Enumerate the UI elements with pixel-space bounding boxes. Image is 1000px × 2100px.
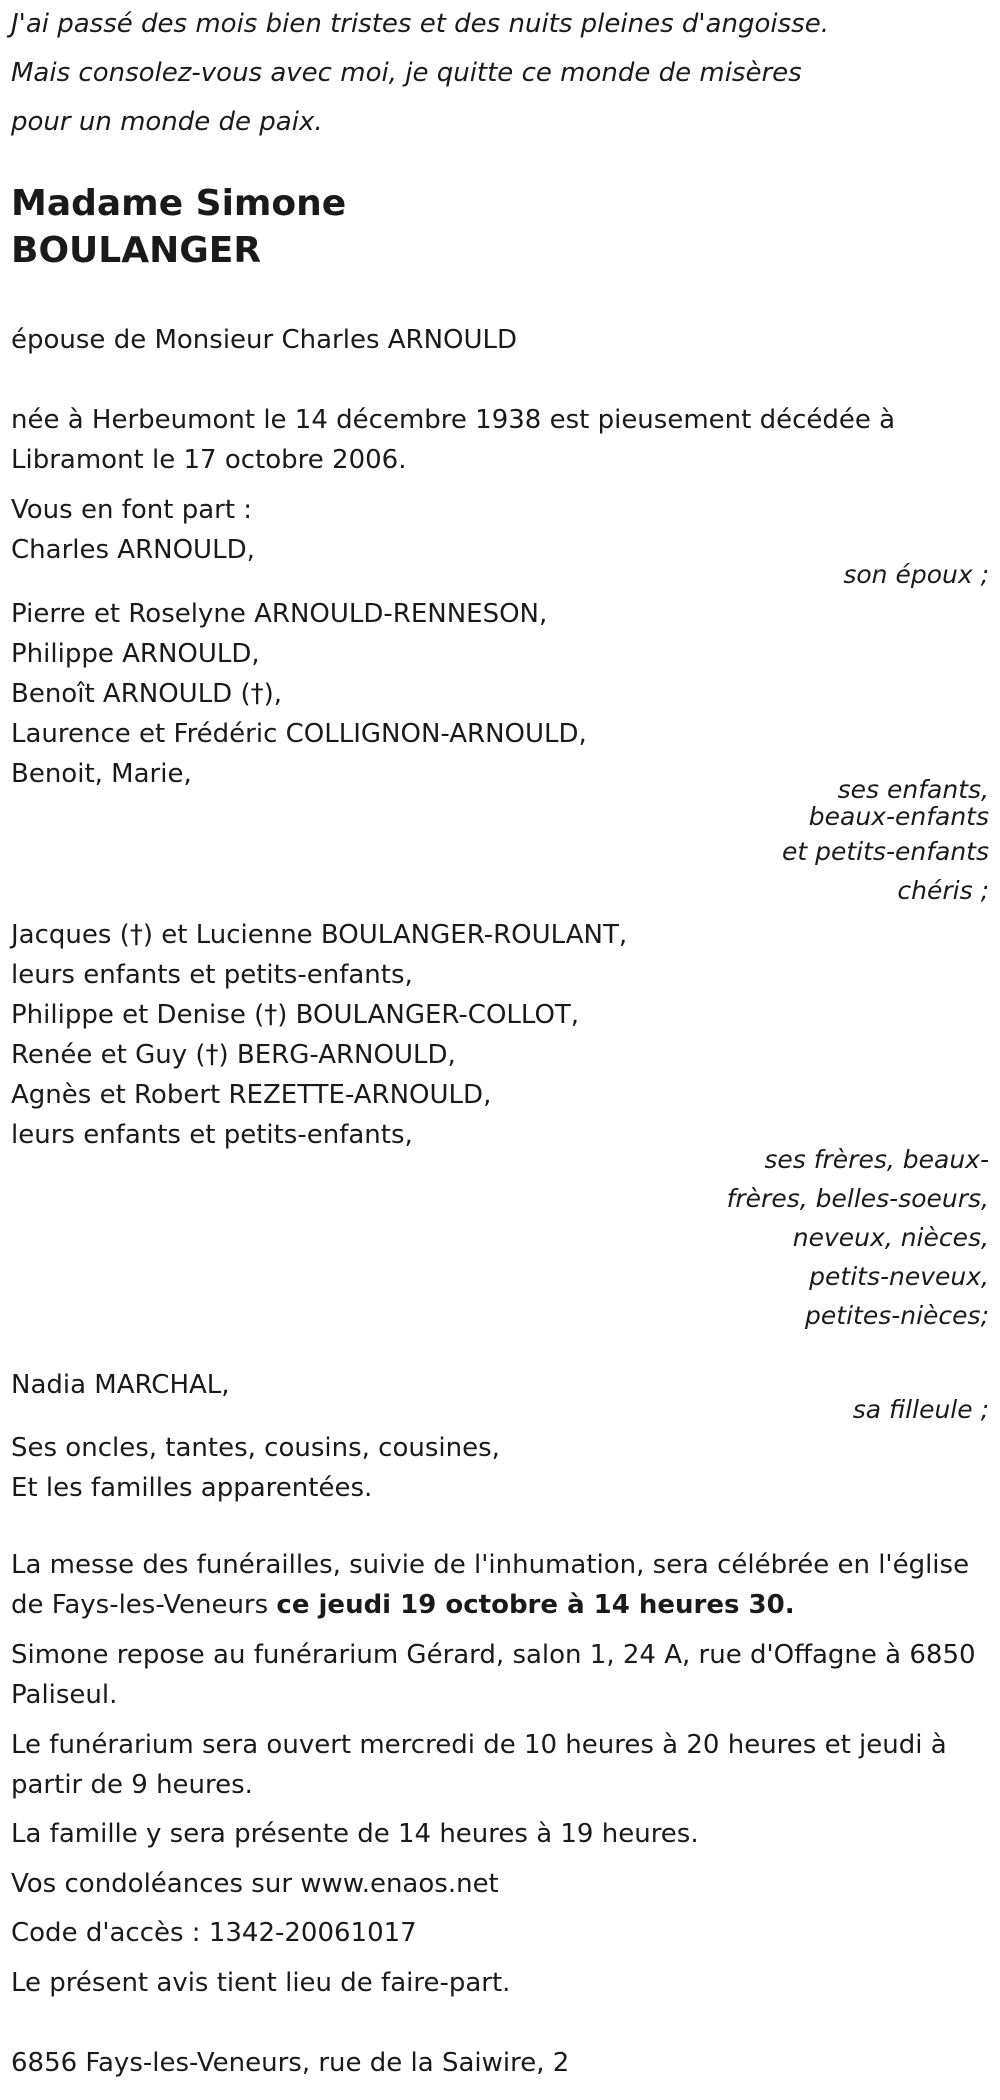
children-names bbox=[11, 594, 587, 794]
relation-label: son époux ; bbox=[843, 560, 989, 589]
relation-label: frères, belles-soeurs, bbox=[726, 1184, 989, 1213]
opening-info bbox=[11, 1725, 947, 1805]
spouse-line: épouse de Monsieur Charles ARNOULD bbox=[11, 325, 518, 355]
relation-label: petites-nièces; bbox=[805, 1301, 989, 1330]
mourner-name: Laurence et Frédéric COLLIGNON-ARNOULD, bbox=[11, 719, 587, 749]
mourner-name: leurs enfants et petits-enfants, bbox=[11, 960, 413, 990]
relation-label: sa filleule ; bbox=[852, 1395, 989, 1424]
relation-label: ses enfants, beaux-enfants bbox=[808, 775, 989, 831]
deceased-name-line2: BOULANGER bbox=[11, 230, 262, 271]
siblings-relation bbox=[11, 1140, 989, 1335]
mourner-name: Benoît ARNOULD (†), bbox=[11, 679, 283, 709]
access-code: Code d'accès : 1342-20061017 bbox=[11, 1918, 417, 1948]
mourner-name: Philippe ARNOULD, bbox=[11, 639, 260, 669]
deceased-name-line1: Madame Simone bbox=[11, 183, 347, 224]
mourner-name: Pierre et Roselyne ARNOULD-RENNESON, bbox=[11, 599, 548, 629]
notice-text: Le présent avis tient lieu de faire-part. bbox=[11, 1968, 511, 1998]
family-present-info: La famille y sera présente de 14 heures à 19 heures. bbox=[11, 1819, 699, 1849]
poem-line: Mais consolez-vous avec moi, je quitte ce monde de misères bbox=[11, 58, 802, 88]
mourner-name: Agnès et Robert REZETTE-ARNOULD, bbox=[11, 1080, 492, 1110]
siblings-names bbox=[11, 915, 627, 1155]
condolences-info: Vos condoléances sur www.enaos.net bbox=[11, 1869, 499, 1899]
mourner-name: Ses oncles, tantes, cousins, cousines, bbox=[11, 1433, 500, 1463]
other-relatives bbox=[11, 1428, 500, 1508]
funeral-line2 bbox=[11, 1585, 969, 1625]
deceased-name bbox=[11, 180, 346, 274]
relation-label: petits-neveux, bbox=[809, 1262, 989, 1291]
funeral-place: de Fays-les-Veneurs bbox=[11, 1590, 277, 1620]
mourner-name: leurs enfants et petits-enfants, bbox=[11, 1120, 413, 1150]
relation-label: et petits-enfants bbox=[782, 837, 989, 866]
funeral-line1: La messe des funérailles, suivie de l'inhumation, sera célébrée en l'église bbox=[11, 1550, 970, 1580]
funeral-datetime: ce jeudi 19 octobre à 14 heures 30. bbox=[276, 1590, 795, 1620]
rest-line2: Paliseul. bbox=[11, 1680, 118, 1710]
rest-info bbox=[11, 1635, 976, 1715]
mourner-name: Renée et Guy (†) BERG-ARNOULD, bbox=[11, 1040, 456, 1070]
poem-line: pour un monde de paix. bbox=[11, 107, 323, 137]
mourner-name: Nadia MARCHAL, bbox=[11, 1370, 230, 1400]
mourner-name: Benoit, Marie, bbox=[11, 759, 192, 789]
opening-line1: Le funérarium sera ouvert mercredi de 10 heures à 20 heures et jeudi à bbox=[11, 1730, 947, 1760]
poem-line: J'ai passé des mois bien tristes et des nuits pleines d'angoisse. bbox=[11, 9, 829, 39]
poem bbox=[11, 0, 829, 147]
birth-death-line1: née à Herbeumont le 14 décembre 1938 est pieusement décédée à bbox=[11, 405, 896, 435]
mourner-name: Philippe et Denise (†) BOULANGER-COLLOT, bbox=[11, 1000, 580, 1030]
funeral-info bbox=[11, 1545, 969, 1625]
rest-line1: Simone repose au funérarium Gérard, salon 1, 24 A, rue d'Offagne à 6850 bbox=[11, 1640, 976, 1670]
birth-death-line2: Libramont le 17 octobre 2006. bbox=[11, 445, 407, 475]
opening-line2: partir de 9 heures. bbox=[11, 1770, 253, 1800]
mourner-name: Et les familles apparentées. bbox=[11, 1473, 373, 1503]
relation-label: neveux, nièces, bbox=[792, 1223, 989, 1252]
relation-label: chéris ; bbox=[897, 876, 989, 905]
announce-heading: Vous en font part : bbox=[11, 495, 253, 525]
mourner-name: Charles ARNOULD, bbox=[11, 535, 255, 565]
relation-label: ses frères, beaux- bbox=[764, 1145, 989, 1174]
birth-death bbox=[11, 400, 895, 480]
children-relation bbox=[11, 776, 989, 910]
mourner-name: Jacques (†) et Lucienne BOULANGER-ROULANT, bbox=[11, 920, 628, 950]
family-address: 6856 Fays-les-Veneurs, rue de la Saiwire, 2 bbox=[11, 2048, 570, 2078]
